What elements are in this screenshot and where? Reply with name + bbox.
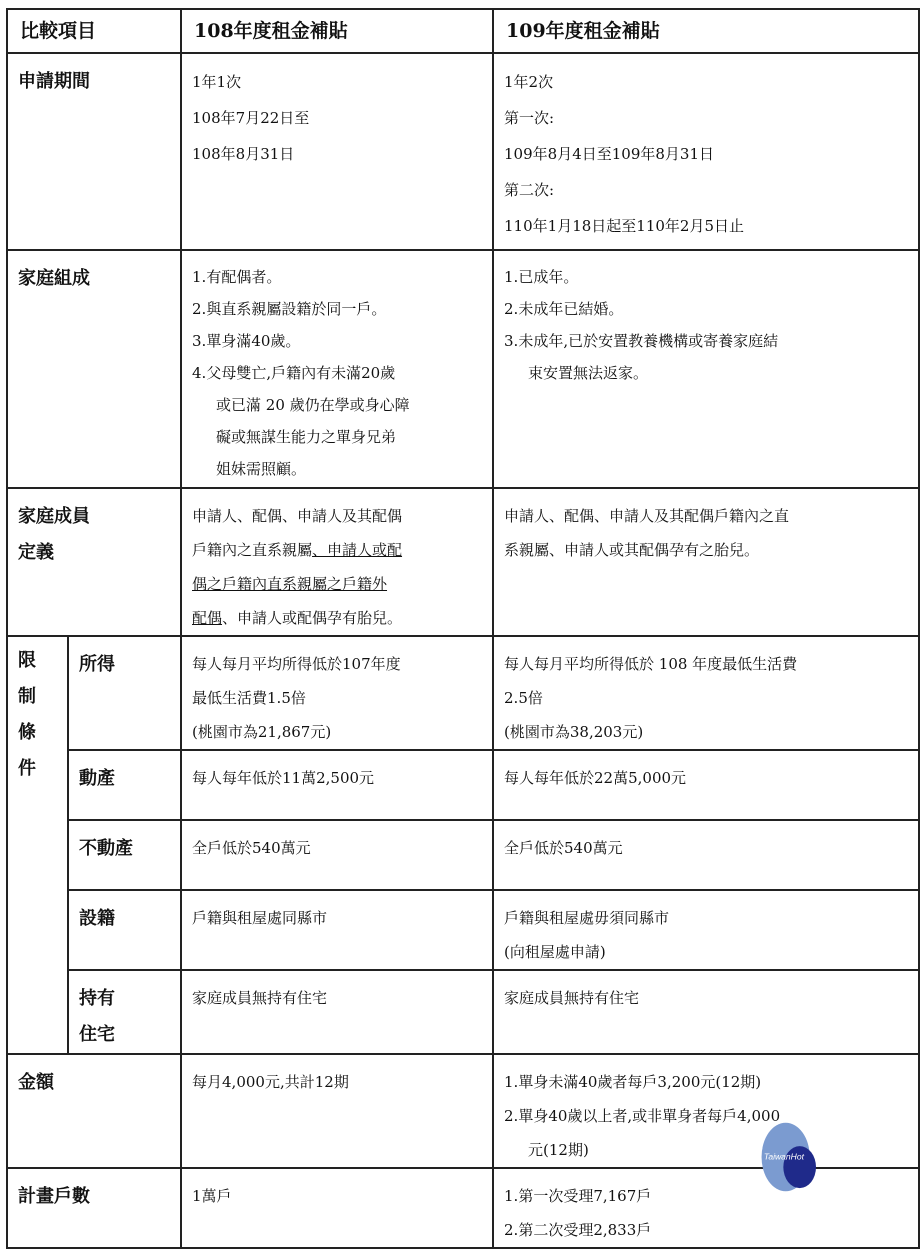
text-line: [192, 601, 484, 635]
row-label: 不動產: [68, 820, 181, 890]
label-char: 件: [18, 758, 36, 779]
text-line: 全戶低於540萬元: [504, 839, 623, 857]
cell-108: [181, 53, 493, 250]
text-line: 110年1月18日起至110年2月5日止: [504, 217, 744, 235]
cell-108: [181, 750, 493, 820]
text-line: 1年1次: [192, 73, 242, 91]
label-char: 條: [18, 722, 36, 743]
text-line: 申請人、配偶、申請人及其配偶: [192, 507, 403, 525]
row-realestate: [7, 820, 919, 890]
text-line: 109年8月4日至109年8月31日: [504, 145, 714, 163]
row-label: 計畫戶數: [7, 1168, 181, 1248]
cell-108: [181, 250, 493, 488]
header-compare-item: 比較項目: [7, 9, 181, 53]
text-line: 礙或無謀生能力之單身兄弟: [216, 428, 397, 446]
cell-109: [493, 1054, 919, 1168]
text-line: 申請人、配偶、申請人及其配偶戶籍內之直: [504, 507, 790, 525]
text-line: 3.未成年,已於安置教養機構或寄養家庭結: [504, 332, 779, 350]
cell-108: [181, 1168, 493, 1248]
text-line: (桃園市為38,203元): [504, 723, 644, 741]
text-span: 、申請人或配偶孕有胎兒。: [222, 609, 403, 627]
text-line: 元(12期): [528, 1141, 589, 1159]
row-label: [68, 970, 181, 1054]
cell-109: [493, 636, 919, 750]
taiwanhot-watermark-logo: [760, 1122, 816, 1192]
row-movable: [7, 750, 919, 820]
row-family: [7, 250, 919, 488]
text-line: 2.與直系親屬設籍於同一戶。: [192, 300, 387, 318]
cell-108: [181, 1054, 493, 1168]
text-span: 戶籍內之直系親屬: [192, 541, 313, 559]
row-label: 金額: [7, 1054, 181, 1168]
text-line: (向租屋處申請): [504, 943, 606, 961]
cell-108: [181, 488, 493, 636]
text-line: 每人每月平均所得低於107年度: [192, 655, 401, 673]
label-line: 持有: [79, 988, 115, 1009]
label-line: 住宅: [79, 1024, 115, 1045]
row-members: [7, 488, 919, 636]
text-line: 3.單身滿40歲。: [192, 332, 301, 350]
text-line: 戶籍與租屋處毋須同縣市: [504, 909, 670, 927]
text-line: 全戶低於540萬元: [192, 839, 311, 857]
header-109: 109年度租金補貼: [493, 9, 919, 53]
row-label: 設籍: [68, 890, 181, 970]
label-line: 家庭成員: [18, 506, 90, 527]
text-line: 第一次:: [504, 109, 555, 127]
text-line: [192, 533, 484, 567]
text-line: 1.第一次受理7,167戶: [504, 1187, 652, 1205]
restrictions-label: [7, 636, 68, 1054]
text-line: 每月4,000元,共計12期: [192, 1073, 349, 1091]
row-income: [7, 636, 919, 750]
text-line: 2.單身40歲以上者,或非單身者每戶4,000: [504, 1107, 781, 1125]
text-line: 1.已成年。: [504, 268, 579, 286]
text-line: 第二次:: [504, 181, 555, 199]
label-char: 制: [18, 686, 36, 707]
row-label: [7, 488, 181, 636]
text-line: 1.有配偶者。: [192, 268, 282, 286]
text-line: 姐妹需照顧。: [216, 460, 307, 478]
cell-109: [493, 970, 919, 1054]
cell-109: [493, 820, 919, 890]
row-housing: [7, 970, 919, 1054]
cell-109: [493, 1168, 919, 1248]
text-line: 2.第二次受理2,833戶: [504, 1221, 652, 1239]
underlined-text: 配偶: [192, 609, 223, 627]
cell-109: [493, 488, 919, 636]
cell-108: [181, 890, 493, 970]
text-line: 每人每年低於22萬5,000元: [504, 769, 687, 787]
row-label: 所得: [68, 636, 181, 750]
text-line: 家庭成員無持有住宅: [192, 989, 328, 1007]
row-label: 申請期間: [7, 53, 181, 250]
cell-109: [493, 750, 919, 820]
underlined-text: 偶之戶籍內直系親屬之戶籍外: [192, 575, 388, 593]
row-label: 家庭組成: [7, 250, 181, 488]
text-line: 2.5倍: [504, 689, 543, 707]
text-line: 系親屬、申請人或其配偶孕有之胎兒。: [504, 541, 760, 559]
rent-subsidy-comparison-table: [6, 8, 920, 1249]
text-line: 4.父母雙亡,戶籍內有未滿20歲: [192, 364, 396, 382]
text-line: 2.未成年已結婚。: [504, 300, 624, 318]
header-row: [7, 9, 919, 53]
text-line: 每人每月平均所得低於 108 年度最低生活費: [504, 655, 798, 673]
text-line: 108年7月22日至: [192, 109, 310, 127]
svg-text:TaiwanHot: TaiwanHot: [763, 1151, 804, 1162]
text-line: 1年2次: [504, 73, 554, 91]
text-line: 最低生活費1.5倍: [192, 689, 306, 707]
text-line: 或已滿 20 歲仍在學或身心障: [216, 396, 410, 414]
text-line: 家庭成員無持有住宅: [504, 989, 640, 1007]
text-line: 戶籍與租屋處同縣市: [192, 909, 328, 927]
row-label: 動產: [68, 750, 181, 820]
text-line: 每人每年低於11萬2,500元: [192, 769, 375, 787]
label-char: 限: [18, 650, 36, 671]
cell-109: [493, 890, 919, 970]
text-line: (桃園市為21,867元): [192, 723, 332, 741]
text-line: 108年8月31日: [192, 145, 295, 163]
label-line: 定義: [18, 542, 54, 563]
row-registry: [7, 890, 919, 970]
text-line: 1萬戶: [192, 1187, 232, 1205]
cell-109: [493, 53, 919, 250]
text-line: 束安置無法返家。: [528, 364, 649, 382]
header-108: 108年度租金補貼: [181, 9, 493, 53]
underlined-text: 、申請人或配: [312, 541, 403, 559]
text-line: 1.單身未滿40歲者每戶3,200元(12期): [504, 1073, 762, 1091]
cell-108: [181, 970, 493, 1054]
cell-108: [181, 636, 493, 750]
cell-108: [181, 820, 493, 890]
cell-109: [493, 250, 919, 488]
row-period: [7, 53, 919, 250]
